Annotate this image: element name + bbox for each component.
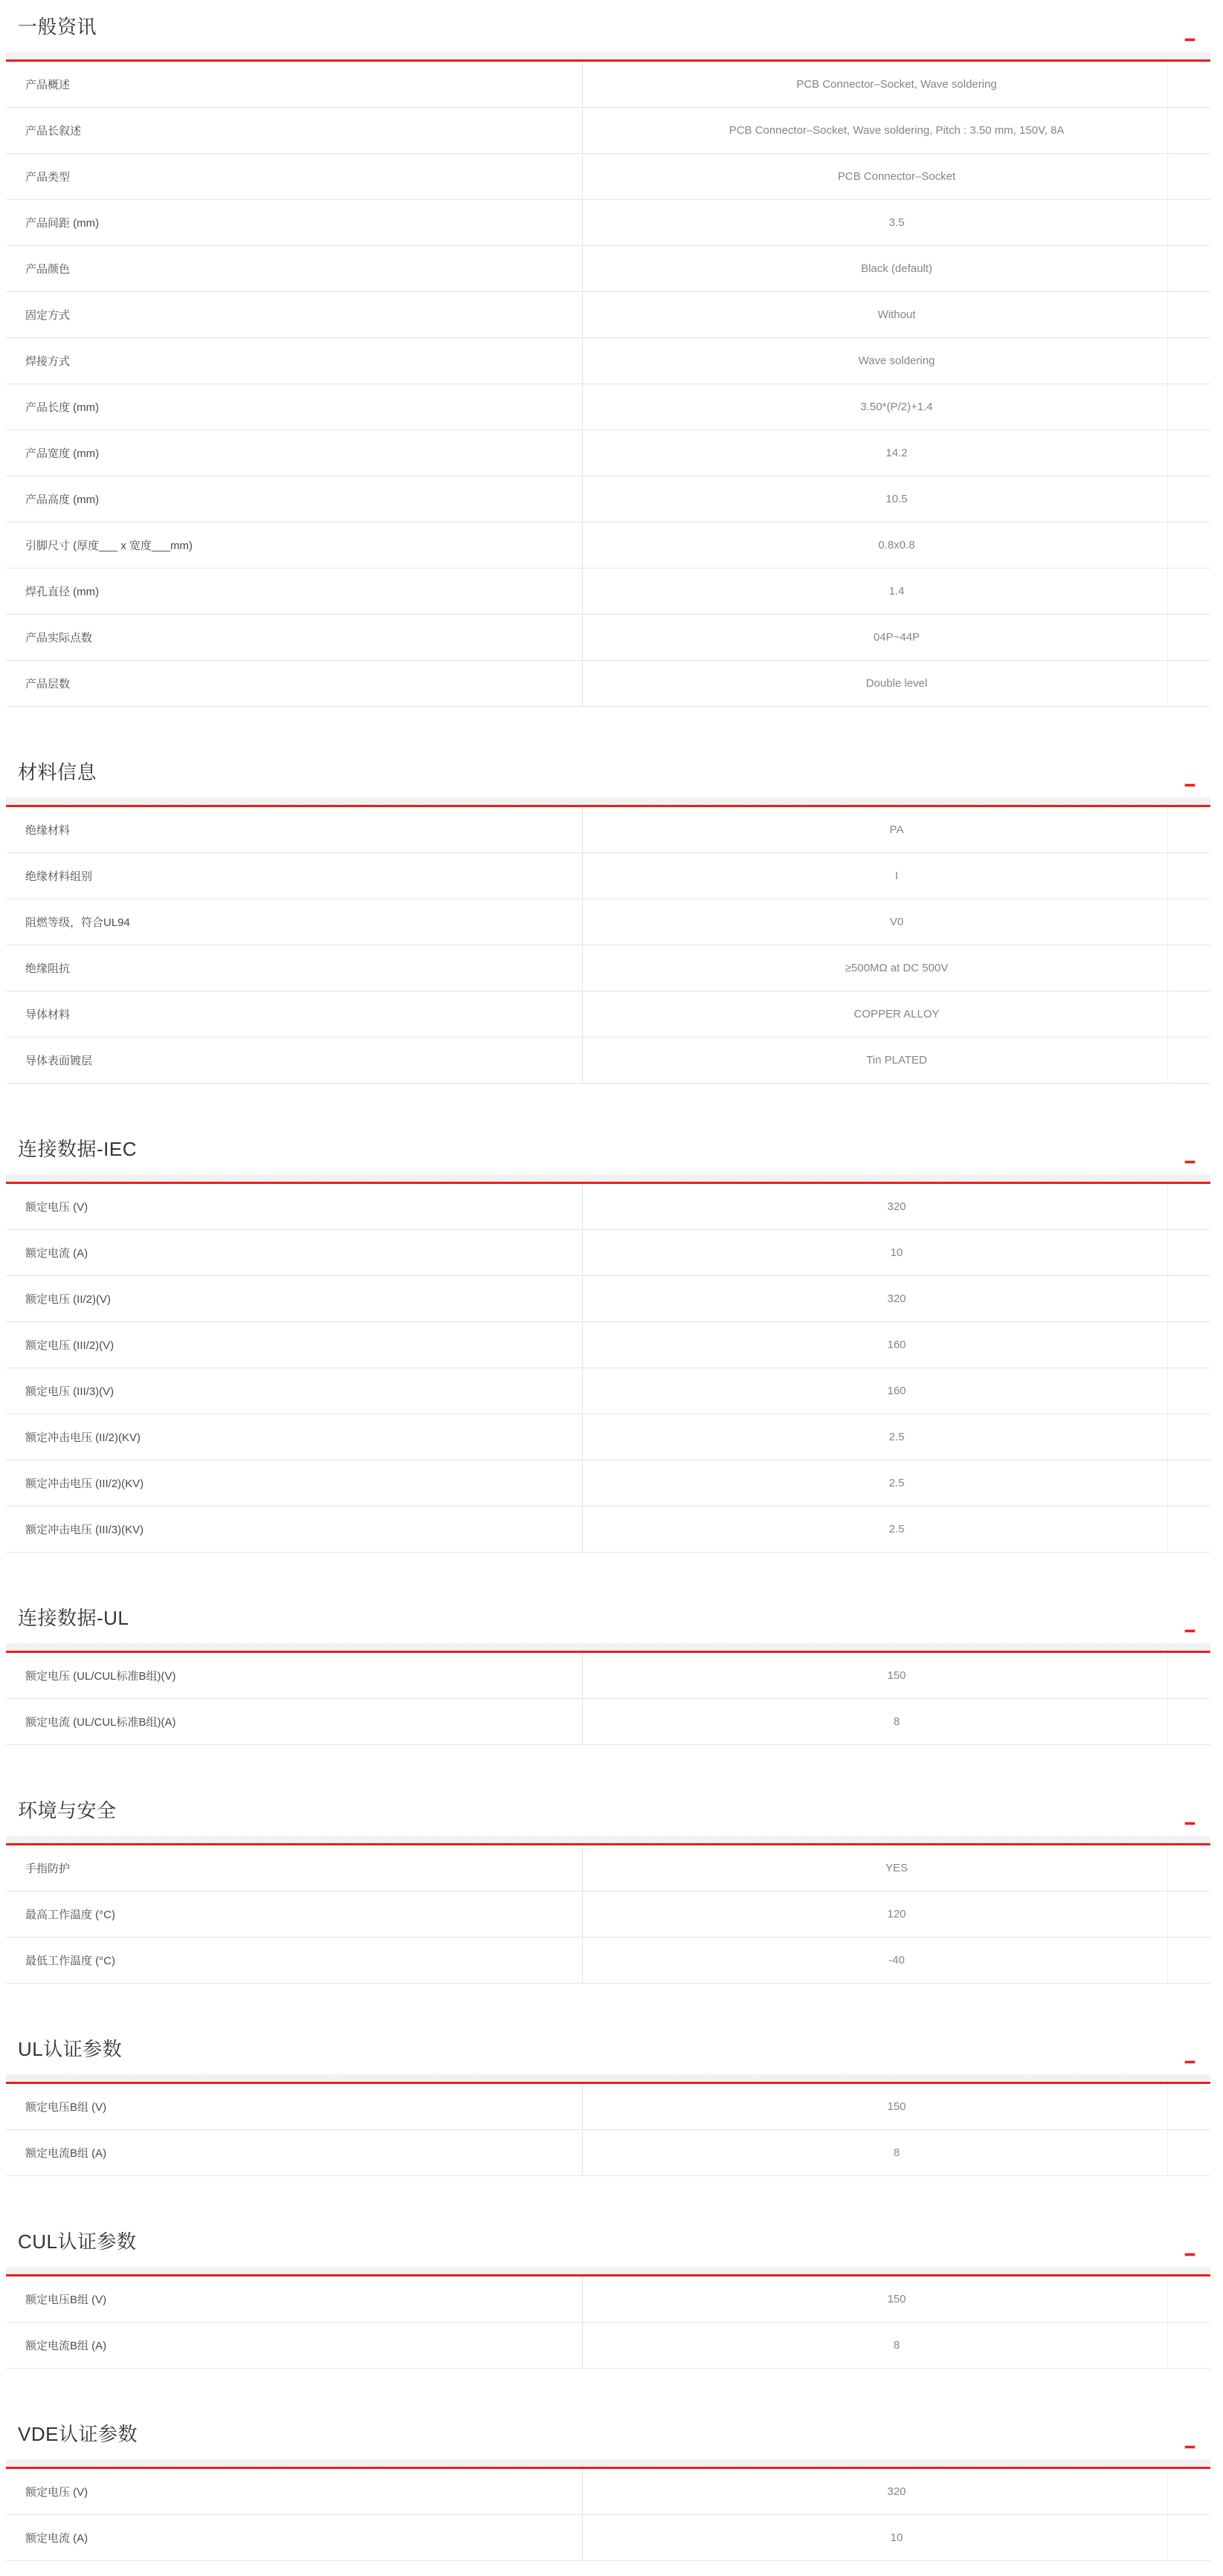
spec-value: I bbox=[583, 853, 1210, 899]
spec-value: 160 bbox=[583, 1368, 1210, 1414]
table-row bbox=[6, 476, 1210, 522]
spec-value: Double level bbox=[583, 661, 1210, 706]
spec-label: 额定电压 (V) bbox=[6, 1184, 583, 1229]
table-row bbox=[6, 522, 1210, 569]
spec-value: 10 bbox=[583, 2515, 1210, 2560]
spec-label: 额定电流 (A) bbox=[6, 2515, 583, 2560]
spec-value: ≥500MΩ at DC 500V bbox=[583, 945, 1210, 991]
collapse-minus-icon[interactable] bbox=[1184, 2445, 1195, 2449]
spec-table bbox=[6, 1184, 1210, 1553]
spec-value: PCB Connector–Socket, Wave soldering bbox=[583, 62, 1210, 107]
section-connection-data-iec bbox=[6, 1084, 1210, 1553]
table-row bbox=[6, 2276, 1210, 2323]
section-title: 一般资讯 bbox=[18, 16, 97, 38]
spec-value: 3.50*(P/2)+1.4 bbox=[583, 384, 1210, 430]
section-vde-certification bbox=[6, 2369, 1210, 2561]
spec-label: 额定电流 (UL/CUL标准B组)(A) bbox=[6, 1699, 583, 1744]
spec-label: 额定电流B组 (A) bbox=[6, 2130, 583, 2175]
spec-label: 产品长度 (mm) bbox=[6, 384, 583, 430]
section-title: 连接数据-IEC bbox=[18, 1138, 138, 1160]
spec-value: Tin PLATED bbox=[583, 1038, 1210, 1083]
table-row bbox=[6, 1507, 1210, 1553]
collapse-minus-icon[interactable] bbox=[1184, 1629, 1195, 1633]
table-row bbox=[6, 2130, 1210, 2176]
table-row bbox=[6, 899, 1210, 945]
spec-label: 额定电压B组 (V) bbox=[6, 2276, 583, 2322]
spec-value: 2.5 bbox=[583, 1414, 1210, 1460]
table-row bbox=[6, 2469, 1210, 2515]
table-row bbox=[6, 1845, 1210, 1891]
table-row bbox=[6, 1230, 1210, 1276]
section-cul-certification bbox=[6, 2176, 1210, 2369]
spec-value: 320 bbox=[583, 1276, 1210, 1321]
table-row bbox=[6, 292, 1210, 338]
spec-value: 320 bbox=[583, 1184, 1210, 1229]
spec-label: 绝缘阻抗 bbox=[6, 945, 583, 991]
spec-label: 额定电压 (V) bbox=[6, 2469, 583, 2514]
spec-value: 150 bbox=[583, 1653, 1210, 1698]
spec-label: 阻燃等级，符合UL94 bbox=[6, 899, 583, 945]
dotted-strip bbox=[6, 2267, 1210, 2274]
table-row bbox=[6, 615, 1210, 661]
spec-value: 8 bbox=[583, 1699, 1210, 1744]
collapse-minus-icon[interactable] bbox=[1184, 2060, 1195, 2064]
table-row bbox=[6, 430, 1210, 476]
dotted-strip bbox=[6, 797, 1210, 805]
table-row bbox=[6, 1038, 1210, 1084]
section-ul-certification bbox=[6, 1984, 1210, 2176]
table-row bbox=[6, 1938, 1210, 1984]
spec-label: 导体材料 bbox=[6, 991, 583, 1037]
section-title: CUL认证参数 bbox=[18, 2230, 137, 2253]
table-row bbox=[6, 1699, 1210, 1745]
table-row bbox=[6, 807, 1210, 853]
spec-label: 额定电压 (III/2)(V) bbox=[6, 1322, 583, 1368]
spec-label: 额定冲击电压 (III/3)(KV) bbox=[6, 1507, 583, 1552]
spec-label: 产品长叙述 bbox=[6, 108, 583, 153]
spec-table bbox=[6, 1845, 1210, 1984]
spec-value: V0 bbox=[583, 899, 1210, 945]
spec-label: 额定电压 (II/2)(V) bbox=[6, 1276, 583, 1321]
table-row bbox=[6, 2323, 1210, 2369]
spec-label: 产品实际点数 bbox=[6, 615, 583, 660]
spec-label: 产品高度 (mm) bbox=[6, 476, 583, 522]
spec-value: 10 bbox=[583, 1230, 1210, 1275]
collapse-minus-icon[interactable] bbox=[1184, 38, 1195, 42]
table-row bbox=[6, 1891, 1210, 1938]
table-row bbox=[6, 945, 1210, 991]
spec-label: 引脚尺寸 (厚度___ x 宽度___mm) bbox=[6, 522, 583, 568]
spec-value: 04P~44P bbox=[583, 615, 1210, 660]
spec-label: 额定电压B组 (V) bbox=[6, 2084, 583, 2129]
dotted-strip bbox=[6, 1174, 1210, 1182]
section-title: 材料信息 bbox=[18, 761, 97, 783]
spec-value: 1.4 bbox=[583, 569, 1210, 614]
table-row bbox=[6, 1653, 1210, 1699]
dotted-strip bbox=[6, 52, 1210, 59]
section-material-info bbox=[6, 707, 1210, 1084]
spec-label: 产品宽度 (mm) bbox=[6, 430, 583, 476]
table-row bbox=[6, 1184, 1210, 1230]
table-row bbox=[6, 569, 1210, 615]
table-row bbox=[6, 2084, 1210, 2130]
spec-value: 150 bbox=[583, 2276, 1210, 2322]
spec-label: 产品概述 bbox=[6, 62, 583, 107]
table-row bbox=[6, 62, 1210, 108]
collapse-minus-icon[interactable] bbox=[1184, 1160, 1195, 1164]
spec-table bbox=[6, 807, 1210, 1084]
spec-label: 导体表面镀层 bbox=[6, 1038, 583, 1083]
spec-table bbox=[6, 2469, 1210, 2561]
section-title: UL认证参数 bbox=[18, 2038, 123, 2060]
dotted-strip bbox=[6, 1836, 1210, 1843]
section-title: VDE认证参数 bbox=[18, 2423, 138, 2445]
table-row bbox=[6, 853, 1210, 899]
spec-value: 160 bbox=[583, 1322, 1210, 1368]
spec-value: 120 bbox=[583, 1891, 1210, 1937]
spec-label: 额定电压 (UL/CUL标准B组)(V) bbox=[6, 1653, 583, 1698]
table-row bbox=[6, 200, 1210, 246]
spec-label: 最低工作温度 (°C) bbox=[6, 1938, 583, 1983]
collapse-minus-icon[interactable] bbox=[1184, 1822, 1195, 1825]
spec-value: PCB Connector–Socket, Wave soldering, Pitch : 3.50 mm, 150V, 8A bbox=[583, 108, 1210, 153]
spec-label: 绝缘材料组别 bbox=[6, 853, 583, 899]
spec-label: 产品层数 bbox=[6, 661, 583, 706]
spec-label: 最高工作温度 (°C) bbox=[6, 1891, 583, 1937]
spec-value: 2.5 bbox=[583, 1507, 1210, 1552]
spec-label: 产品颜色 bbox=[6, 246, 583, 291]
collapse-minus-icon[interactable] bbox=[1184, 783, 1195, 787]
spec-table bbox=[6, 1653, 1210, 1745]
table-row bbox=[6, 246, 1210, 292]
section-title: 连接数据-UL bbox=[18, 1607, 129, 1629]
section-general-info bbox=[6, 0, 1210, 707]
table-row bbox=[6, 661, 1210, 707]
spec-value: 0.8x0.8 bbox=[583, 522, 1210, 568]
spec-label: 固定方式 bbox=[6, 292, 583, 337]
spec-value: PCB Connector–Socket bbox=[583, 154, 1210, 199]
table-row bbox=[6, 1322, 1210, 1368]
spec-value: 320 bbox=[583, 2469, 1210, 2514]
spec-value: COPPER ALLOY bbox=[583, 991, 1210, 1037]
spec-label: 额定冲击电压 (II/2)(KV) bbox=[6, 1414, 583, 1460]
spec-value: Wave soldering bbox=[583, 338, 1210, 384]
collapse-minus-icon[interactable] bbox=[1184, 2253, 1195, 2256]
section-title: 环境与安全 bbox=[18, 1799, 117, 1822]
dotted-strip bbox=[6, 2459, 1210, 2467]
spec-value: -40 bbox=[583, 1938, 1210, 1983]
spec-value: 2.5 bbox=[583, 1460, 1210, 1506]
spec-label: 额定电流B组 (A) bbox=[6, 2323, 583, 2368]
spec-label: 额定电流 (A) bbox=[6, 1230, 583, 1275]
table-row bbox=[6, 384, 1210, 430]
spec-table bbox=[6, 2276, 1210, 2369]
table-row bbox=[6, 1368, 1210, 1414]
dotted-strip bbox=[6, 1643, 1210, 1651]
spec-label: 绝缘材料 bbox=[6, 807, 583, 852]
spec-value: Black (default) bbox=[583, 246, 1210, 291]
table-row bbox=[6, 154, 1210, 200]
dotted-strip bbox=[6, 2074, 1210, 2082]
spec-value: Without bbox=[583, 292, 1210, 337]
spec-value: 14.2 bbox=[583, 430, 1210, 476]
table-row bbox=[6, 991, 1210, 1038]
table-row bbox=[6, 2515, 1210, 2561]
spec-value: 8 bbox=[583, 2323, 1210, 2368]
spec-value: PA bbox=[583, 807, 1210, 852]
spec-value: 8 bbox=[583, 2130, 1210, 2175]
table-row bbox=[6, 108, 1210, 154]
spec-table bbox=[6, 2084, 1210, 2176]
spec-label: 产品间距 (mm) bbox=[6, 200, 583, 245]
spec-label: 产品类型 bbox=[6, 154, 583, 199]
spec-value: 10.5 bbox=[583, 476, 1210, 522]
spec-label: 额定电压 (III/3)(V) bbox=[6, 1368, 583, 1414]
spec-value: YES bbox=[583, 1845, 1210, 1891]
spec-label: 手指防护 bbox=[6, 1845, 583, 1891]
spec-label: 焊孔直径 (mm) bbox=[6, 569, 583, 614]
spec-value: 3.5 bbox=[583, 200, 1210, 245]
table-row bbox=[6, 1460, 1210, 1507]
spec-table bbox=[6, 62, 1210, 707]
spec-label: 额定冲击电压 (III/2)(KV) bbox=[6, 1460, 583, 1506]
spec-value: 150 bbox=[583, 2084, 1210, 2129]
table-row bbox=[6, 1414, 1210, 1460]
section-connection-data-ul bbox=[6, 1553, 1210, 1745]
table-row bbox=[6, 1276, 1210, 1322]
table-row bbox=[6, 338, 1210, 384]
spec-label: 焊接方式 bbox=[6, 338, 583, 384]
section-environment-safety bbox=[6, 1745, 1210, 1984]
